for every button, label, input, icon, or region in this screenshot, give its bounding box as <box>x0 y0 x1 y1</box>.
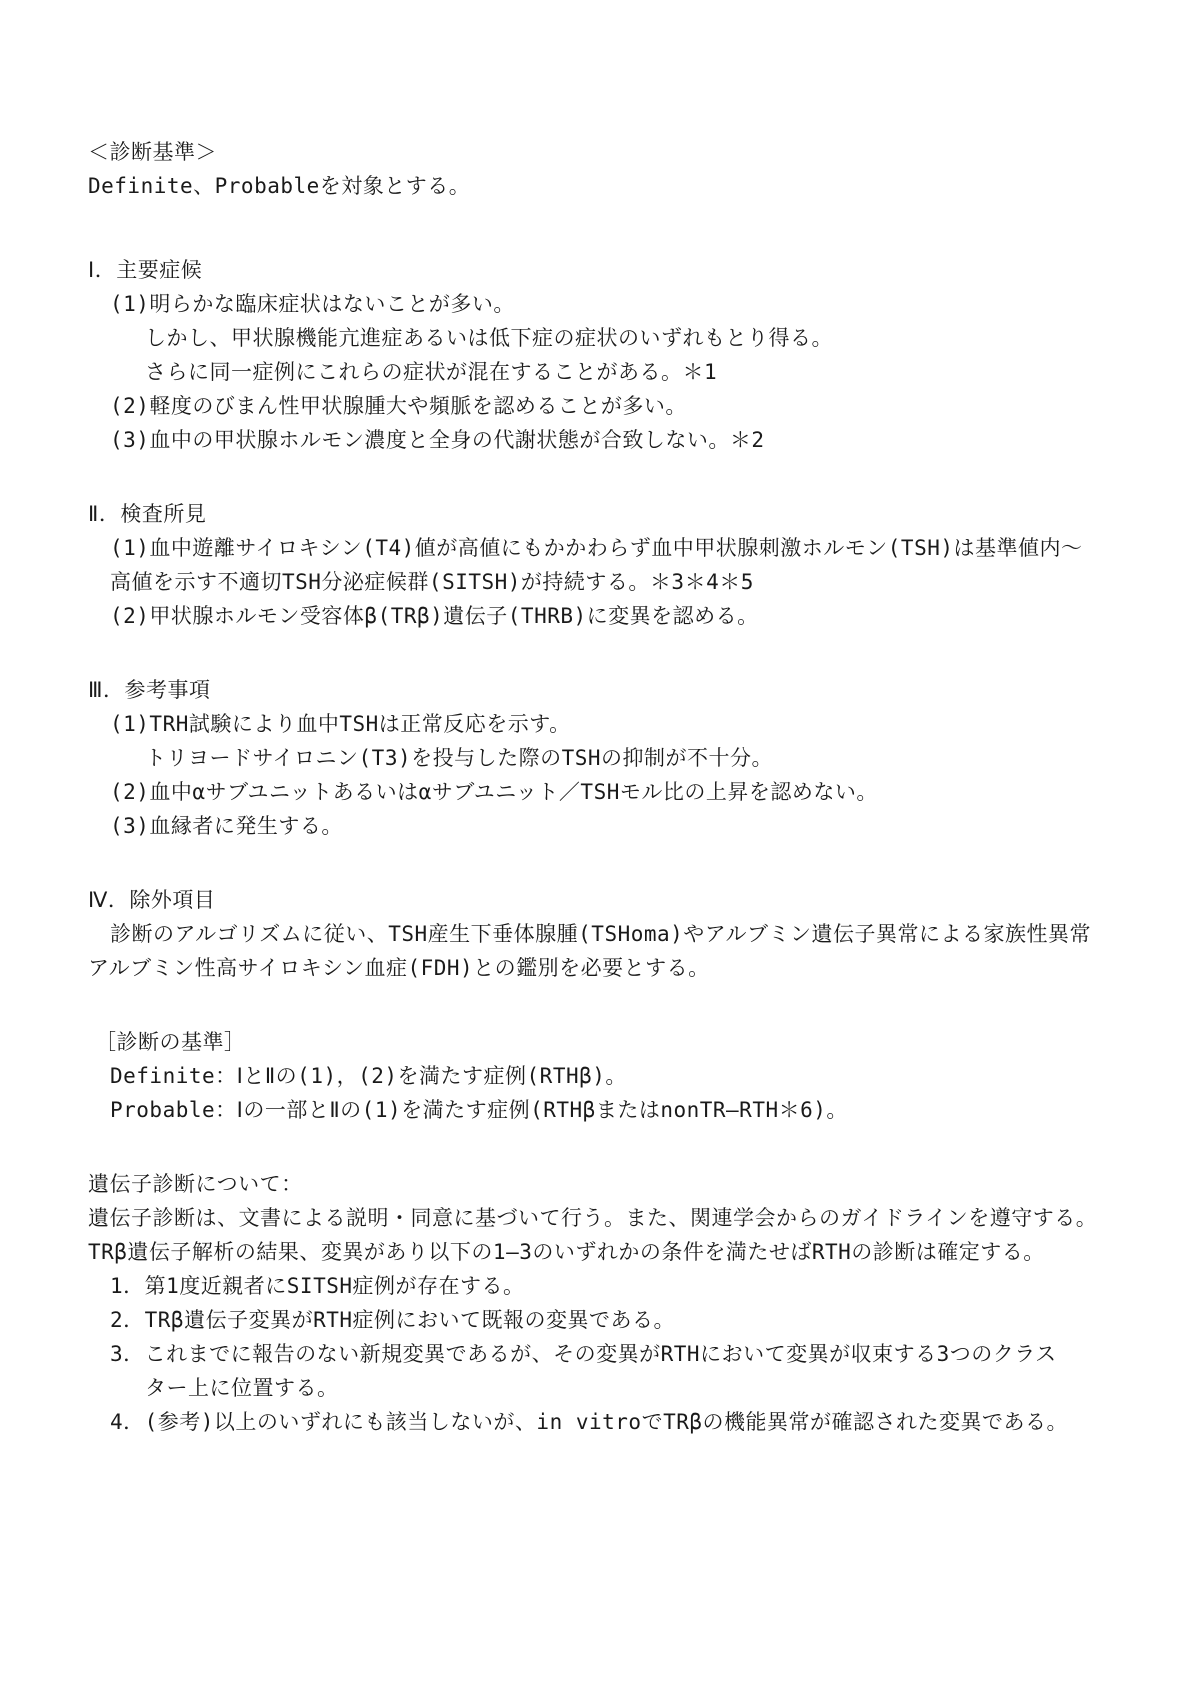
genetic-heading: 遺伝子診断について： <box>88 1172 303 1196</box>
genetic-item-3: 3．これまでに報告のない新規変異であるが、その変異がRTHにおいて変異が収束する3つのクラス <box>110 1342 1057 1366</box>
section-3-item-3: (3)血縁者に発生する。 <box>110 814 343 838</box>
criteria-probable: Probable：Ⅰの一部とⅡの(1)を満たす症例(RTHβまたはnonTR―RTH＊6)。 <box>110 1098 848 1122</box>
genetic-text-1: 遺伝子診断は、文書による説明・同意に基づいて行う。また、関連学会からのガイドラインを遵守する。 <box>88 1206 1098 1230</box>
intro-text: Definite、Probableを対象とする。 <box>88 174 471 198</box>
section-1-item-3: (3)血中の甲状腺ホルモン濃度と全身の代謝状態が合致しない。＊2 <box>110 428 765 452</box>
section-2-item-2: (2)甲状腺ホルモン受容体β(TRβ)遺伝子(THRB)に変異を認める。 <box>110 604 759 628</box>
section-3-heading: Ⅲ．参考事項 <box>88 678 211 702</box>
criteria-definite: Definite：ⅠとⅡの(1)，(2)を満たす症例(RTHβ)。 <box>110 1064 627 1088</box>
section-2-item-1: (1)血中遊離サイロキシン(T4)値が高値にもかかわらず血中甲状腺刺激ホルモン(TSH)は基準値内～ <box>110 536 1083 560</box>
genetic-item-4: 4．(参考)以上のいずれにも該当しないが、in vitroでTRβの機能異常が確認された変異である。 <box>110 1410 1068 1434</box>
section-3-item-1: (1)TRH試験により血中TSHは正常反応を示す。 <box>110 712 571 736</box>
section-1-heading: Ⅰ．主要症候 <box>88 258 203 282</box>
section-2-heading: Ⅱ．検査所見 <box>88 502 207 526</box>
section-4-heading: Ⅳ．除外項目 <box>88 888 216 912</box>
genetic-item-1: 1．第1度近親者にSITSH症例が存在する。 <box>110 1274 525 1298</box>
section-1-item-1: (1)明らかな臨床症状はないことが多い。 <box>110 292 515 316</box>
genetic-text-2: TRβ遺伝子解析の結果、変異があり以下の1―3のいずれかの条件を満たせばRTHの診断は確定する。 <box>88 1240 1045 1264</box>
section-1-item-2: (2)軽度のびまん性甲状腺腫大や頻脈を認めることが多い。 <box>110 394 687 418</box>
section-4-text-1: 診断のアルゴリズムに従い、TSH産生下垂体腺腫(TSHoma)やアルブミン遺伝子異常による家族性異常 <box>110 922 1091 946</box>
section-1-item-1-cont-2: さらに同一症例にこれらの症状が混在することがある。＊1 <box>145 360 718 384</box>
genetic-item-2: 2．TRβ遺伝子変異がRTH症例において既報の変異である。 <box>110 1308 675 1332</box>
document-title: ＜診断基準＞ <box>88 140 217 164</box>
criteria-heading: ［診断の基準］ <box>95 1030 246 1054</box>
genetic-item-3-cont: ター上に位置する。 <box>145 1376 339 1400</box>
section-3-item-2: (2)血中αサブユニットあるいはαサブユニット／TSHモル比の上昇を認めない。 <box>110 780 878 804</box>
section-3-item-1-cont: トリヨードサイロニン(T3)を投与した際のTSHの抑制が不十分。 <box>145 746 774 770</box>
section-1-item-1-cont-1: しかし、甲状腺機能亢進症あるいは低下症の症状のいずれもとり得る。 <box>145 326 833 350</box>
section-4-text-2: アルブミン性高サイロキシン血症(FDH)との鑑別を必要とする。 <box>88 956 710 980</box>
section-2-item-1-cont: 高値を示す不適切TSH分泌症候群(SITSH)が持続する。＊3＊4＊5 <box>110 570 754 594</box>
